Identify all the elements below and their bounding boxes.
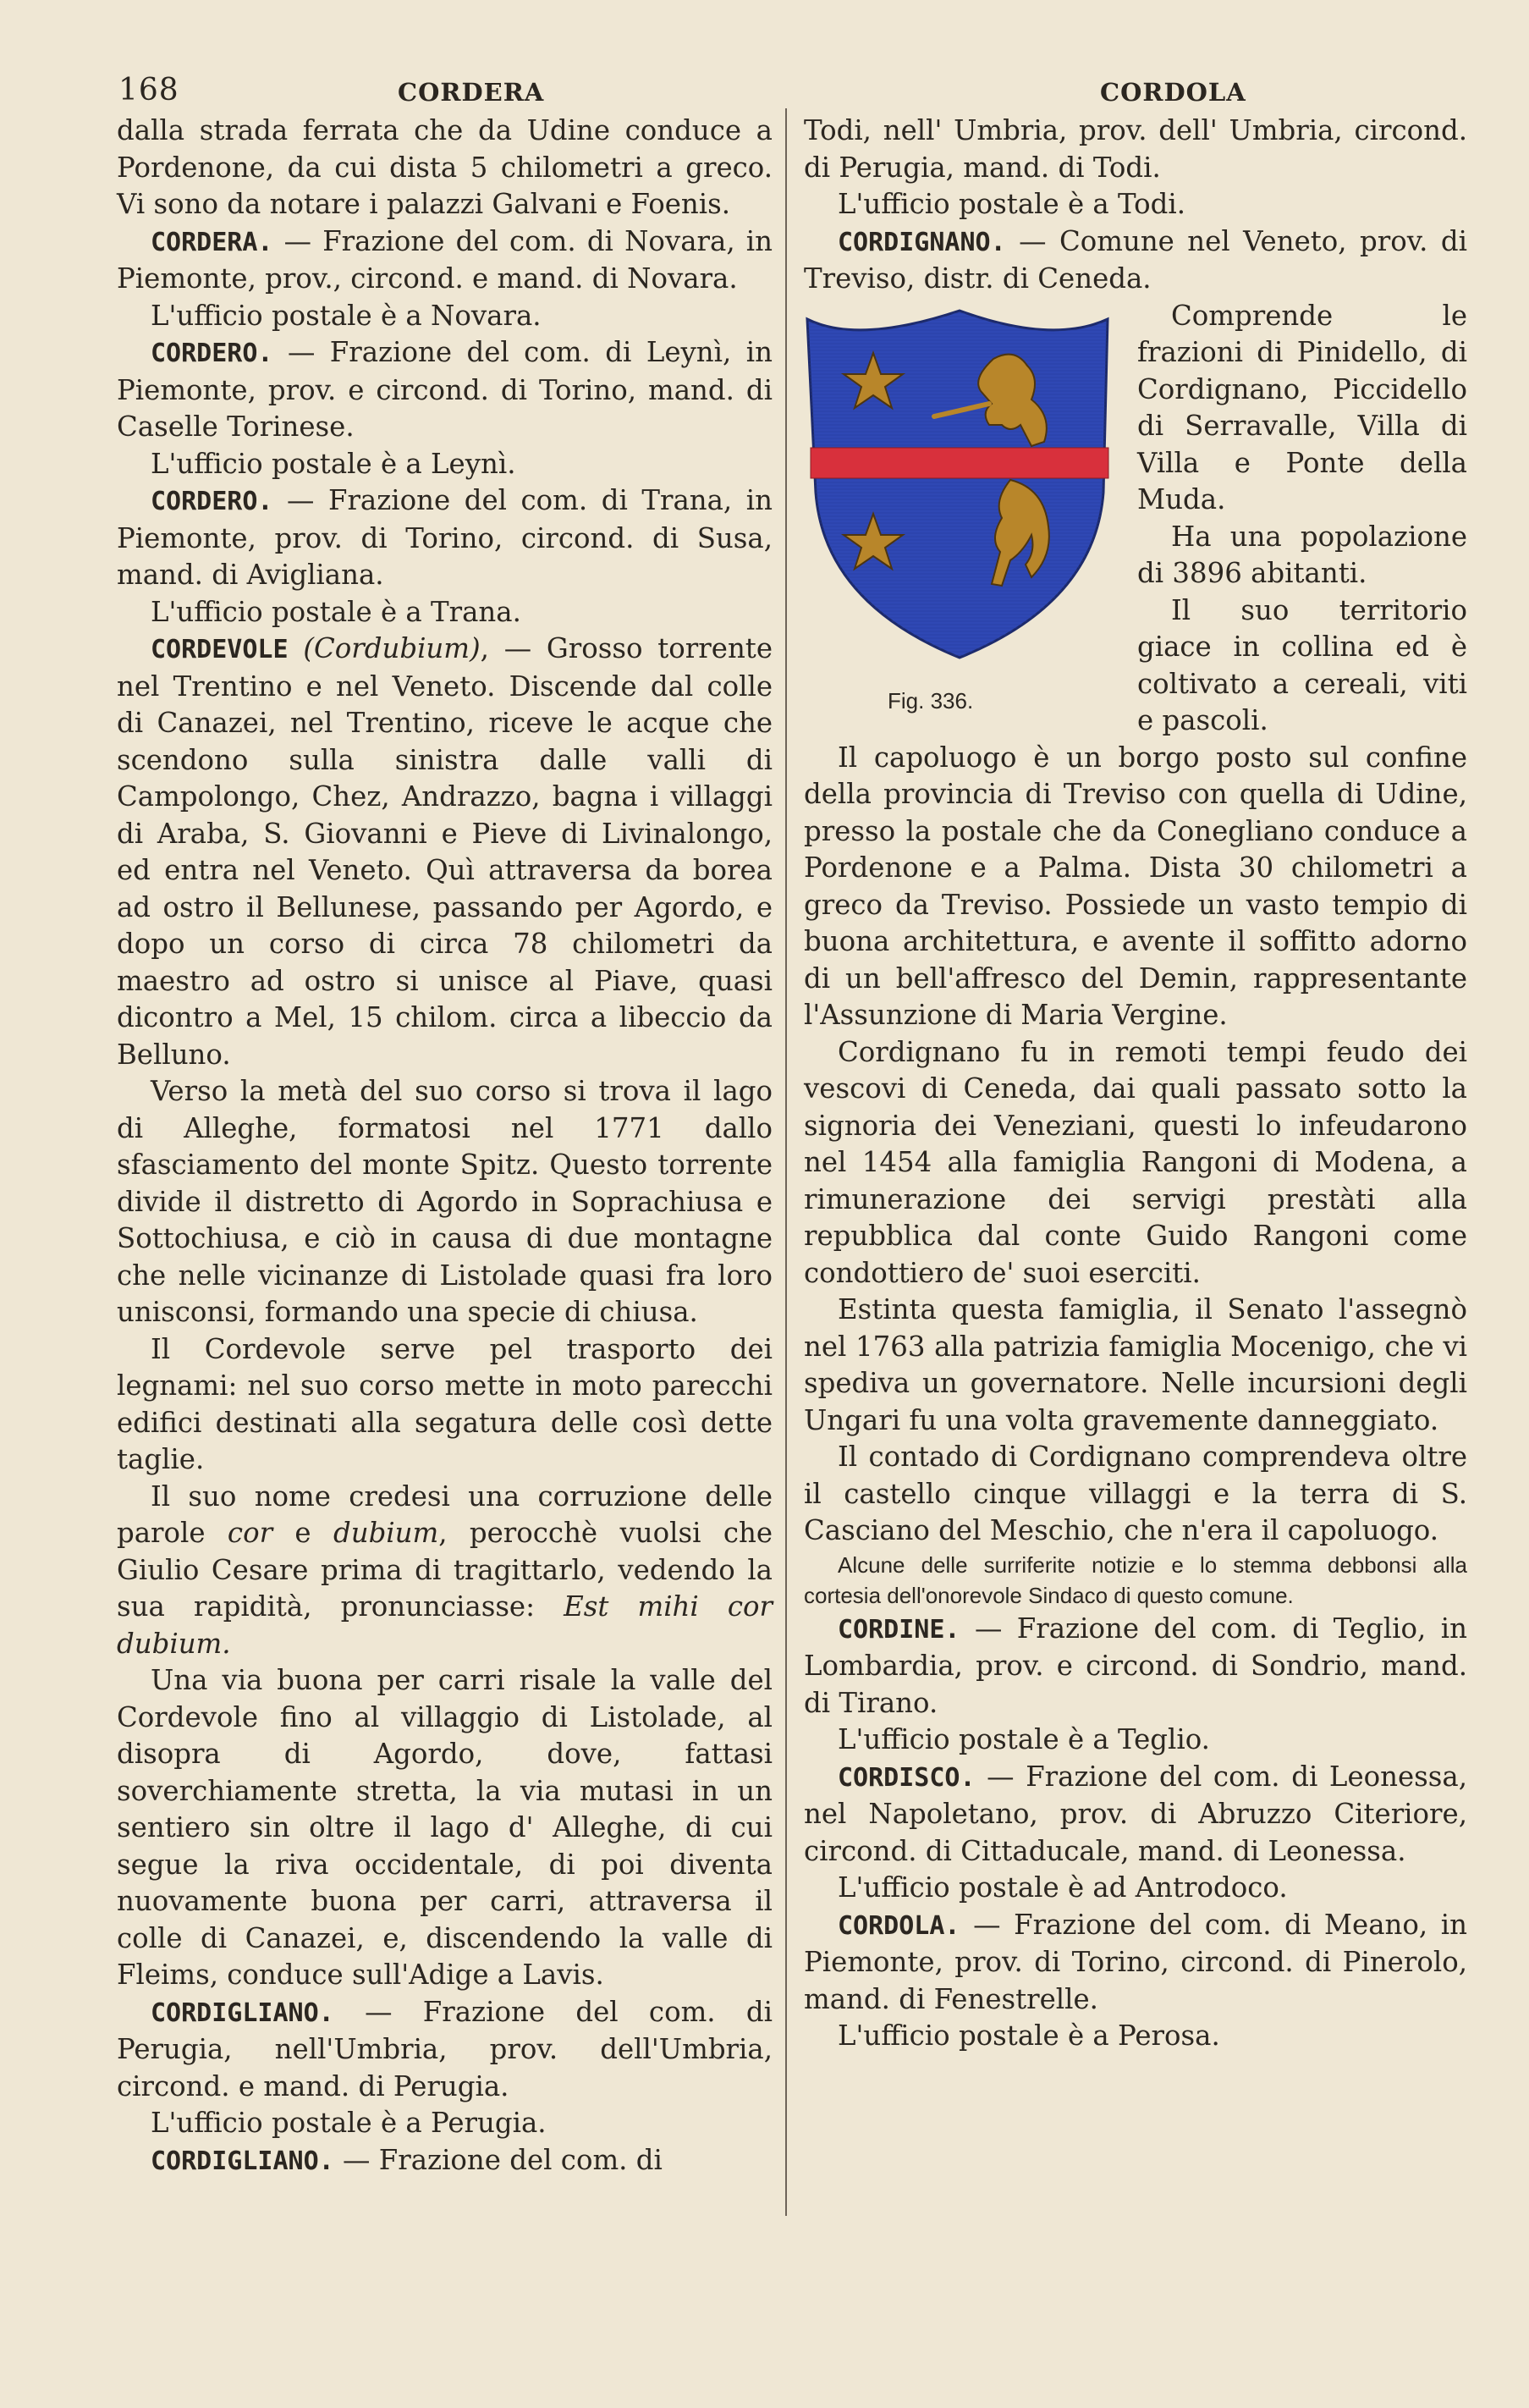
paragraph: Estinta questa famiglia, il Senato l'assegnò nel 1763 alla patrizia famiglia Mocenigo, che vi spediva un governatore. Nelle incursioni degli Ungari fu una volta gravemente danneggiato. bbox=[804, 1293, 1467, 1436]
latin-name: (Cordubium) bbox=[303, 632, 481, 664]
paragraph: Il capoluogo è un borgo posto sul confine della provincia di Treviso con quella di Udine, presso la postale che da Conegliano conduce a Pordenone e a Palma. Dista 30 chilometri a greco da Treviso. Possiede un vasto tempio di buona architettura, e avente il soffitto adorno di un bell'affresco del Demin, rappresentante l'Assunzione di Maria Vergine. bbox=[804, 741, 1467, 1031]
postal-line: L'ufficio postale è ad Antrodoco. bbox=[838, 1871, 1288, 1904]
entry-cordigliano-todi bbox=[117, 2142, 773, 2180]
postal-line: L'ufficio postale è a Novara. bbox=[151, 299, 542, 332]
entry-text: — Frazione del com. di Meano, in Piemonte, prov. di Torino, circond. di Pinerolo, mand. di Fenestrelle. bbox=[804, 1908, 1467, 2015]
entry-text: — Frazione del com. di bbox=[333, 2143, 663, 2176]
paragraph: Il contado di Cordignano comprendeva oltre il castello cinque villaggi e la terra di S. Casciano del Meschio, che n'era il capoluogo. bbox=[804, 1441, 1467, 1546]
entry-text: — Comune nel Veneto, prov. di Treviso, distr. di Ceneda. bbox=[804, 224, 1467, 295]
running-head-right: CORDOLA bbox=[1100, 78, 1246, 107]
text-run: Il suo nome credesi una corruzione delle parole bbox=[117, 1480, 773, 1549]
page-number: 168 bbox=[118, 73, 179, 107]
entry-cordignano bbox=[804, 223, 1467, 298]
paragraph-etymology bbox=[117, 1479, 773, 1663]
entry-text: — Frazione del com. di Teglio, in Lombardia, prov. e circond. di Sondrio, mand. di Tirano. bbox=[804, 1612, 1467, 1719]
paragraph: Cordignano fu in remoti tempi feudo dei vescovi di Ceneda, dai quali passato sotto la signoria dei Veneziani, questi lo infeudarono nel 1454 alla famiglia Rangoni di Modena, a rimunerazione dei servigi prestàti alla repubblica dal conte Guido Rangoni come condottiero de' suoi eserciti. bbox=[804, 1035, 1467, 1289]
postal-line: L'ufficio postale è a Perosa. bbox=[838, 2020, 1220, 2052]
entry-headword: CORDERO. bbox=[151, 487, 273, 516]
paragraph: Il Cordevole serve pel trasporto dei legnami: nel suo corso mette in moto parecchi edifici destinati alla segatura delle così dette taglie. bbox=[117, 1332, 773, 1475]
right-column bbox=[804, 113, 1467, 2055]
shield-red-band bbox=[811, 448, 1108, 478]
entry-text: — Frazione del com. di Novara, in Piemonte, prov., circond. e mand. di Novara. bbox=[117, 224, 773, 295]
figure-caption: Fig. 336. bbox=[888, 687, 974, 714]
entry-headword: CORDISCO. bbox=[838, 1762, 976, 1793]
entry-headword: CORDIGNANO. bbox=[838, 227, 1006, 257]
entry-cordera bbox=[117, 223, 773, 298]
column-divider bbox=[785, 108, 787, 2216]
paragraph: Verso la metà del suo corso si trova il lago di Alleghe, formatosi nel 1771 dallo sfasciamento del monte Spitz. Questo torrente divide il distretto di Agordo in Soprachiusa e Sottochiusa, e ciò in causa di due montagne che nelle vicinanze di Listolade quasi fra loro unisconsi, formando una specie di chiusa. bbox=[117, 1075, 773, 1328]
entry-headword: CORDIGLIANO. bbox=[151, 1997, 334, 2028]
entry-text: — Frazione del com. di Perugia, nell'Umbria, prov. dell'Umbria, circond. e mand. di Perugia. bbox=[117, 1995, 773, 2102]
paragraph: dalla strada ferrata che da Udine conduce a Pordenone, da cui dista 5 chilometri a greco. Vi sono da notare i palazzi Galvani e Foenis. bbox=[117, 114, 773, 220]
entry-cordigliano-perugia bbox=[117, 1994, 773, 2106]
coat-of-arms-image bbox=[799, 298, 1120, 679]
entry-text: — Frazione del com. di Leynì, in Piemonte, prov. e circond. di Torino, mand. di Caselle Torinese. bbox=[117, 336, 773, 443]
entry-cordero-leyni bbox=[117, 334, 773, 446]
paragraph: Una via buona per carri risale la valle del Cordevole fino al villaggio di Listolade, al disopra di Agordo, dove, fattasi soverchiamente stretta, la via mutasi in un sentiero sin oltre il lago d' Alleghe, di cui segue la riva occidentale, di poi diventa nuovamente buona per carri, attraversa il colle di Canazei, e, discendendo la valle di Fleims, conduce sull'Adige a Lavis. bbox=[117, 1664, 773, 1991]
entry-cordisco bbox=[804, 1759, 1467, 1871]
entry-headword: CORDEVOLE bbox=[151, 635, 289, 664]
entry-text: — Frazione del com. di Trana, in Piemonte, prov. di Torino, circond. di Susa, mand. di Avigliana. bbox=[117, 484, 773, 591]
running-head-left: CORDERA bbox=[398, 78, 545, 107]
left-column bbox=[117, 113, 773, 2179]
entry-headword: CORDERO. bbox=[151, 339, 273, 368]
postal-line: L'ufficio postale è a Trana. bbox=[151, 595, 521, 628]
paragraph: Todi, nell' Umbria, prov. dell' Umbria, circond. di Perugia, mand. di Todi. bbox=[804, 114, 1467, 184]
paragraph: Il suo territorio giace in collina ed è coltivato a cereali, viti e pascoli. bbox=[1137, 593, 1467, 736]
entry-cordevole bbox=[117, 631, 773, 1073]
entry-text: , — Grosso torrente nel Trentino e nel Veneto. Discende dal colle di Canazei, nel Trentino, riceve le acque che scendono sulla sinistra dalle valli di Campolongo, Chez, Andrazzo, bagna i villaggi di Araba, S. Giovanni e Pieve di Livinalongo, ed entra nel Veneto. Quì attraversa da borea ad ostro il Bellunese, passando per Agordo, e dopo un corso di circa 78 chilometri da maestro ad ostro si unisce al Piave, quasi dicontro a Mel, 15 chilom. circa a libeccio da Belluno. bbox=[117, 632, 773, 1071]
entry-headword: CORDOLA. bbox=[838, 1910, 960, 1941]
source-note: Alcune delle surriferite notizie e lo stemma debbonsi alla cortesia dell'onorevole Sindaco di questo comune. bbox=[804, 1551, 1467, 1608]
italic-word: dubium bbox=[333, 1517, 439, 1549]
entry-headword: CORDERA. bbox=[151, 227, 273, 257]
paragraph: Ha una popolazione di 3896 abitanti. bbox=[1137, 520, 1467, 589]
entry-headword: CORDIGLIANO. bbox=[151, 2146, 334, 2176]
postal-line: L'ufficio postale è a Leynì. bbox=[151, 447, 516, 480]
entry-cordero-trana bbox=[117, 482, 773, 594]
text-run: e bbox=[272, 1517, 333, 1549]
coat-of-arms-figure bbox=[799, 298, 1120, 714]
postal-line: L'ufficio postale è a Teglio. bbox=[838, 1723, 1210, 1755]
paragraph: Comprende le frazioni di Pinidello, di Cordignano, Piccidello di Serravalle, Villa di Villa e Ponte della Muda. bbox=[1137, 299, 1467, 515]
postal-line: L'ufficio postale è a Todi. bbox=[838, 188, 1186, 220]
latin-quote: Est mihi cor dubium. bbox=[117, 1590, 773, 1660]
postal-line: L'ufficio postale è a Perugia. bbox=[151, 2107, 547, 2139]
entry-cordola bbox=[804, 1907, 1467, 2019]
entry-text: — Frazione del com. di Leonessa, nel Napoletano, prov. di Abruzzo Citeriore, circond. di Cittaducale, mand. di Leonessa. bbox=[804, 1760, 1467, 1867]
entry-headword: CORDINE. bbox=[838, 1614, 960, 1645]
text-run: , perocchè vuolsi che Giulio Cesare prima di tragittarlo, vedendo la sua rapidità, pronunciasse: bbox=[117, 1517, 773, 1623]
italic-word: cor bbox=[227, 1517, 273, 1549]
entry-cordine bbox=[804, 1611, 1467, 1722]
